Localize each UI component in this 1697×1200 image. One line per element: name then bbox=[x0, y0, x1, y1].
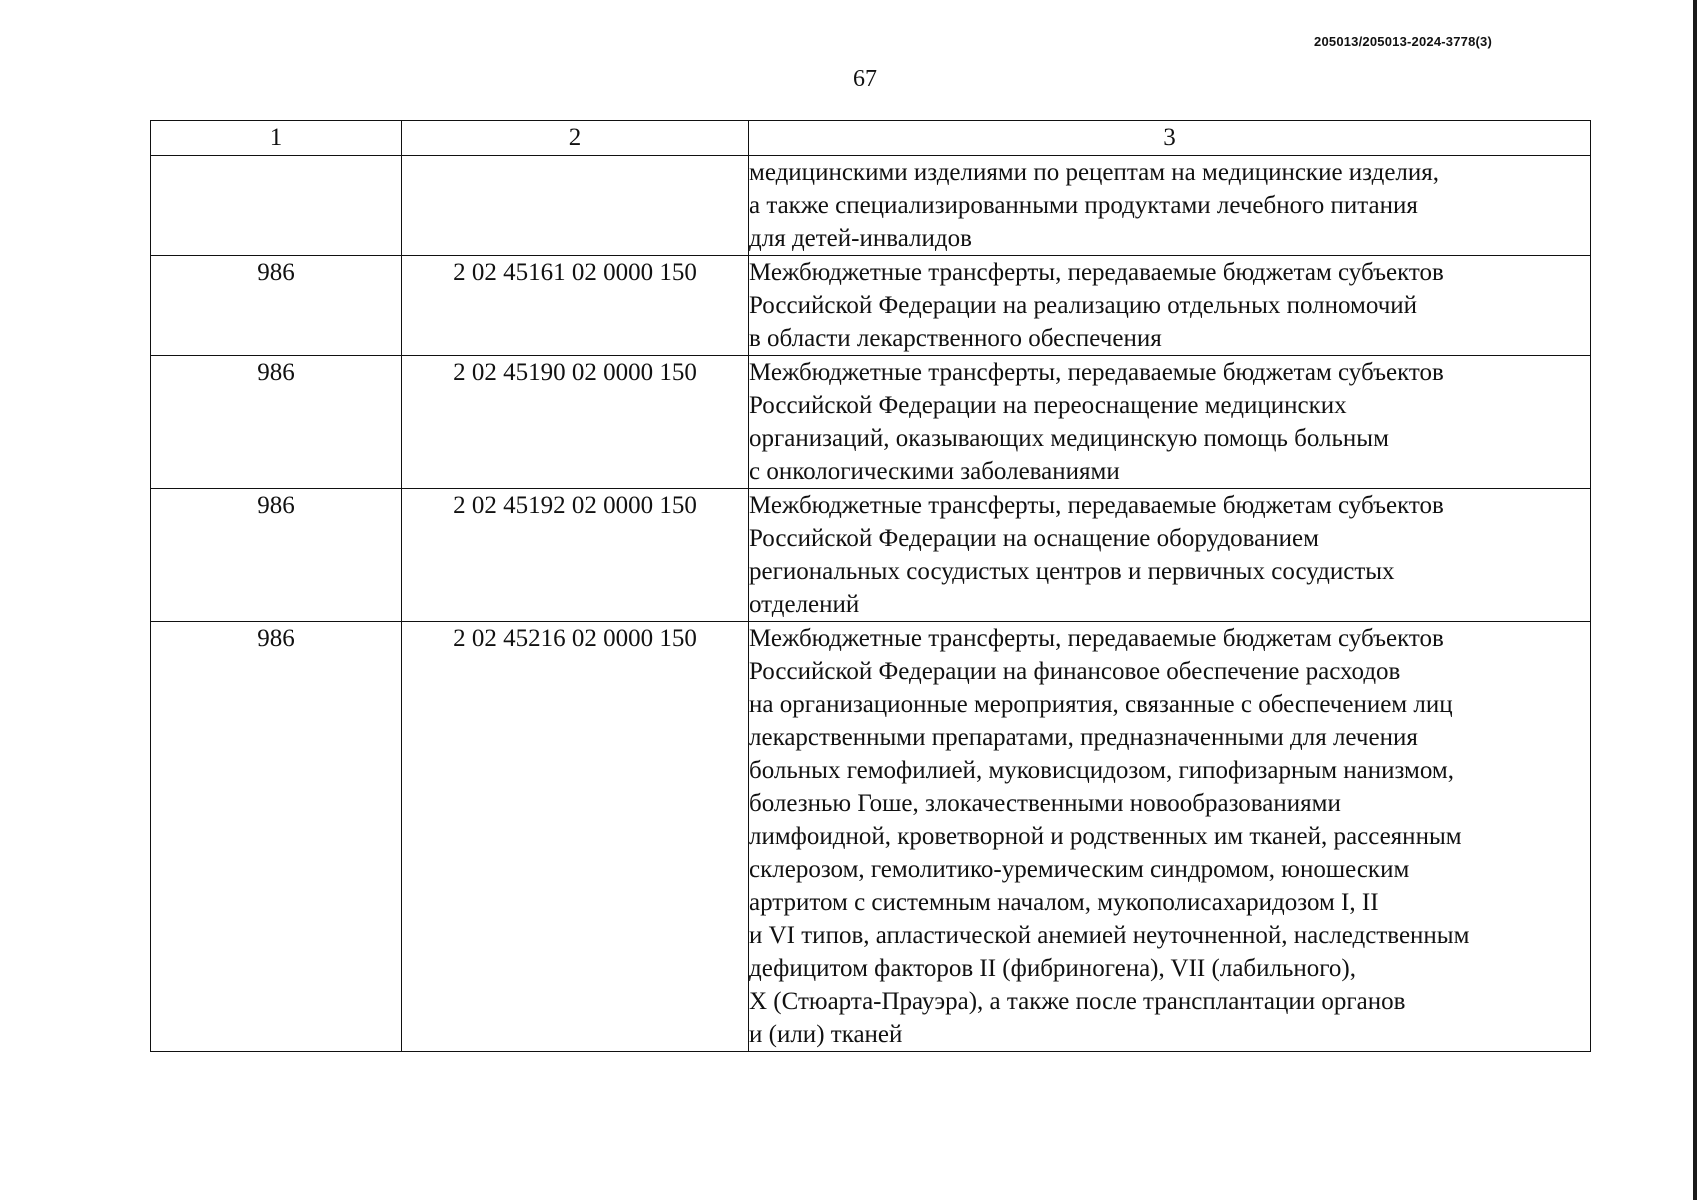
description-cell bbox=[749, 489, 1591, 622]
description-line: болезнью Гоше, злокачественными новообразованиями bbox=[749, 790, 1341, 817]
table-row bbox=[151, 489, 1591, 622]
revenue-code-cell: 2 02 45216 02 0000 150 bbox=[402, 622, 749, 1052]
description-line: больных гемофилией, муковисцидозом, гипофизарным нанизмом, bbox=[749, 757, 1454, 784]
budget-codes-table bbox=[150, 120, 1591, 1052]
description-line: лимфоидной, кроветворной и родственных им тканей, рассеянным bbox=[749, 823, 1462, 850]
description-line: в области лекарственного обеспечения bbox=[749, 325, 1162, 352]
table-header-row bbox=[151, 121, 1591, 156]
admin-code-cell: 986 bbox=[151, 256, 402, 356]
description-line: Российской Федерации на переоснащение медицинских bbox=[749, 392, 1347, 419]
description-line: медицинскими изделиями по рецептам на медицинские изделия, bbox=[749, 159, 1440, 186]
description-line: организаций, оказывающих медицинскую помощь больным bbox=[749, 425, 1389, 452]
description-line: артритом с системным началом, мукополисахаридозом I, II bbox=[749, 889, 1379, 916]
column-header-3: 3 bbox=[749, 121, 1591, 156]
table-row bbox=[151, 256, 1591, 356]
table-row bbox=[151, 156, 1591, 256]
table-row bbox=[151, 622, 1591, 1052]
description-line: а также специализированными продуктами лечебного питания bbox=[749, 192, 1418, 219]
description-line: на организационные мероприятия, связанные с обеспечением лиц bbox=[749, 691, 1453, 718]
revenue-code-cell: 2 02 45192 02 0000 150 bbox=[402, 489, 749, 622]
description-line: X (Стюарта-Прауэра), а также после трансплантации органов bbox=[749, 988, 1406, 1015]
revenue-code-cell: 2 02 45161 02 0000 150 bbox=[402, 256, 749, 356]
revenue-code-cell: 2 02 45190 02 0000 150 bbox=[402, 356, 749, 489]
description-cell bbox=[749, 256, 1591, 356]
description-line: и (или) тканей bbox=[749, 1021, 903, 1048]
revenue-code-cell bbox=[402, 156, 749, 256]
description-line: склерозом, гемолитико-уремическим синдромом, юношеским bbox=[749, 856, 1410, 883]
description-line: Межбюджетные трансферты, передаваемые бюджетам субъектов bbox=[749, 259, 1444, 286]
description-line: Межбюджетные трансферты, передаваемые бюджетам субъектов bbox=[749, 359, 1444, 386]
description-cell bbox=[749, 622, 1591, 1052]
column-header-1: 1 bbox=[151, 121, 402, 156]
description-line: Российской Федерации на финансовое обеспечение расходов bbox=[749, 658, 1401, 685]
description-line: дефицитом факторов II (фибриногена), VII (лабильного), bbox=[749, 955, 1356, 982]
scan-edge bbox=[1693, 0, 1697, 1200]
admin-code-cell: 986 bbox=[151, 356, 402, 489]
admin-code-cell: 986 bbox=[151, 489, 402, 622]
document-id: 205013/205013-2024-3778(3) bbox=[1314, 34, 1492, 49]
description-cell bbox=[749, 156, 1591, 256]
description-line: с онкологическими заболеваниями bbox=[749, 458, 1120, 485]
description-line: отделений bbox=[749, 591, 860, 618]
admin-code-cell: 986 bbox=[151, 622, 402, 1052]
description-line: Межбюджетные трансферты, передаваемые бюджетам субъектов bbox=[749, 625, 1444, 652]
column-header-2: 2 bbox=[402, 121, 749, 156]
description-line: для детей-инвалидов bbox=[749, 225, 972, 252]
description-line: региональных сосудистых центров и первичных сосудистых bbox=[749, 558, 1395, 585]
description-line: Межбюджетные трансферты, передаваемые бюджетам субъектов bbox=[749, 492, 1444, 519]
description-line: Российской Федерации на оснащение оборудованием bbox=[749, 525, 1319, 552]
admin-code-cell bbox=[151, 156, 402, 256]
description-line: лекарственными препаратами, предназначенными для лечения bbox=[749, 724, 1418, 751]
description-line: и VI типов, апластической анемией неуточненной, наследственным bbox=[749, 922, 1470, 949]
table-row bbox=[151, 356, 1591, 489]
description-line: Российской Федерации на реализацию отдельных полномочий bbox=[749, 292, 1418, 319]
page-number: 67 bbox=[853, 66, 877, 92]
description-cell bbox=[749, 356, 1591, 489]
